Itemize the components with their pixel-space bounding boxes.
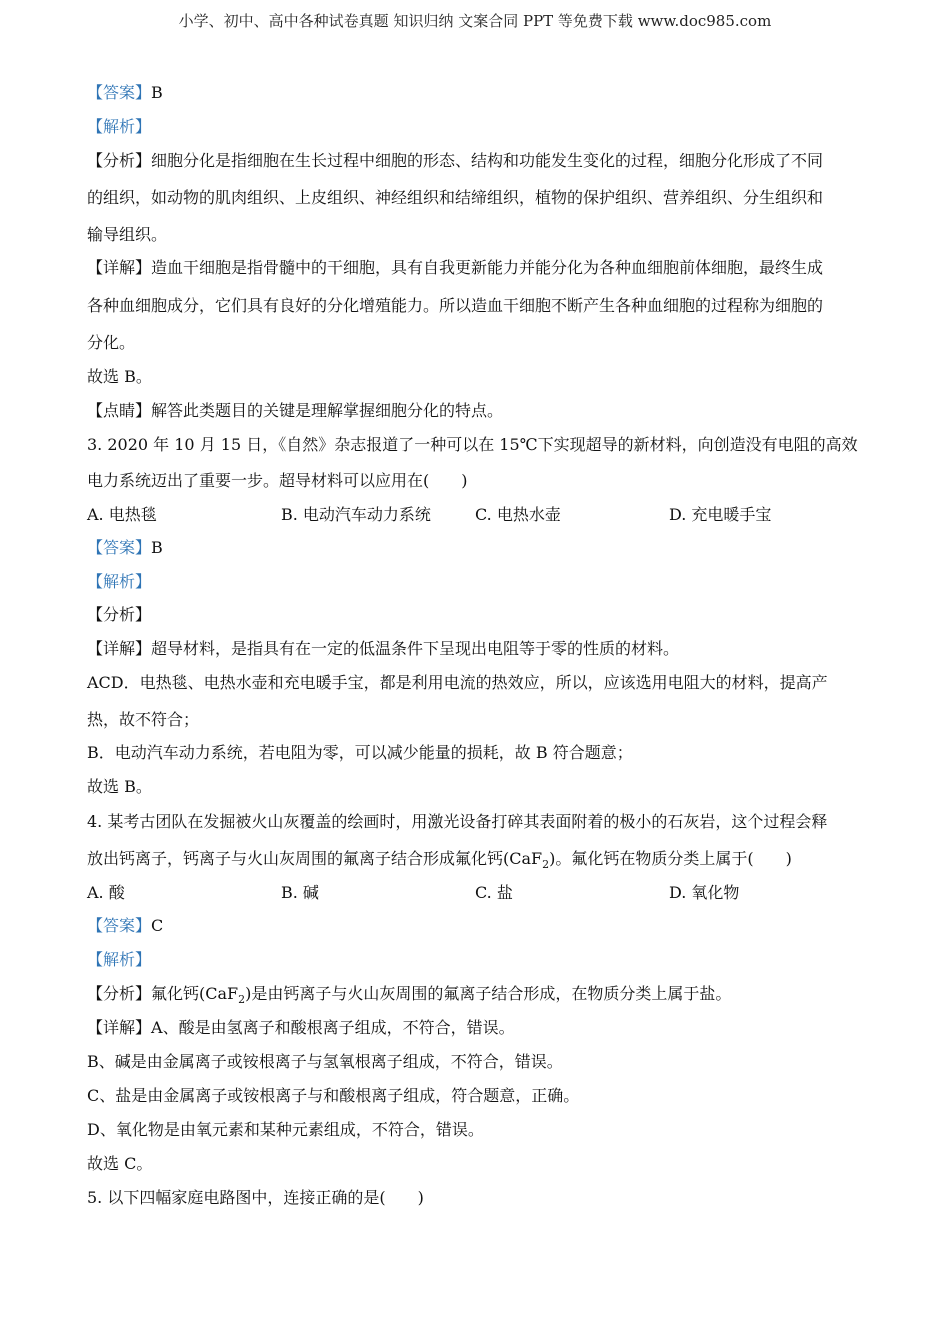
xiangjie-text: 造血干细胞是指骨髓中的干细胞，具有自我更新能力并能分化为各种血细胞前体细胞，最终生成	[151, 258, 824, 277]
q3-answer	[87, 538, 163, 558]
q3-stem-line2: 电力系统迈出了重要一步。超导材料可以应用在( )	[87, 471, 468, 490]
answer-tag: 【答案】	[87, 83, 152, 102]
q2-answer	[87, 83, 163, 103]
page-header: 小学、初中、高中各种试卷真题 知识归纳 文案合同 PPT 等免费下载 www.doc985.com	[178, 12, 772, 30]
q4-b: B、碱是由金属离子或铵根离子与氢氧根离子组成，不符合，错误。	[87, 1052, 563, 1071]
dianjing-tag: 【点睛】	[87, 401, 152, 420]
xiangjie-tag: 【详解】	[87, 258, 152, 277]
q2-analysis	[87, 117, 151, 137]
q2-fenxi-line1	[87, 151, 823, 171]
fenxi-tag: 【分析】	[87, 984, 152, 1003]
analysis-tag: 【解析】	[87, 950, 152, 969]
stem-text: )。氟化钙在物质分类上属于( )	[549, 849, 792, 868]
q2-choose: 故选 B。	[87, 367, 152, 386]
q2-xiangjie-line2: 各种血细胞成分，它们具有良好的分化增殖能力。所以造血干细胞不断产生各种血细胞的过程称为细胞的	[87, 296, 824, 315]
q3-analysis	[87, 572, 151, 592]
q2-fenxi-line3: 输导组织。	[87, 225, 168, 244]
xiangjie-text: 超导材料，是指具有在一定的低温条件下呈现出电阻等于零的性质的材料。	[151, 639, 680, 658]
answer-tag: 【答案】	[87, 916, 152, 935]
answer-value: B	[151, 538, 163, 557]
fenxi-text: 氟化钙(CaF	[151, 984, 239, 1003]
stem-text: 放出钙离子，钙离子与火山灰周围的氟离子结合形成氟化钙(CaF	[87, 849, 543, 868]
q2-xiangjie-line1	[87, 258, 823, 278]
subscript: 2	[542, 858, 550, 872]
q5-stem: 5. 以下四幅家庭电路图中，连接正确的是( )	[87, 1188, 424, 1207]
q4-xiangjie	[87, 1018, 515, 1038]
q4-analysis	[87, 950, 151, 970]
answer-value: C	[151, 916, 164, 935]
dianjing-text: 解答此类题目的关键是理解掌握细胞分化的特点。	[151, 401, 504, 420]
q3-acd-line2: 热，故不符合；	[87, 710, 200, 729]
fenxi-text: 细胞分化是指细胞在生长过程中细胞的形态、结构和功能发生变化的过程，细胞分化形成了不同	[151, 151, 824, 170]
q3-stem-line1: 3. 2020 年 10 月 15 日，《自然》杂志报道了一种可以在 15℃下实现超导的新材料，向创造没有电阻的高效	[87, 435, 858, 454]
analysis-tag: 【解析】	[87, 572, 152, 591]
q4-option-c: C. 盐	[475, 883, 513, 902]
q4-stem-line2	[87, 849, 792, 875]
q3-option-a: A. 电热毯	[87, 505, 157, 524]
q4-stem-line1: 4. 某考古团队在发掘被火山灰覆盖的绘画时，用激光设备打碎其表面附着的极小的石灰岩，这个过程会释	[87, 812, 828, 831]
q3-acd-line1: ACD．电热毯、电热水壶和充电暖手宝，都是利用电流的热效应，所以，应该选用电阻大的材料，提高产	[87, 673, 828, 692]
q3-option-d: D. 充电暖手宝	[669, 505, 772, 524]
q4-d: D、氧化物是由氧元素和某种元素组成，不符合，错误。	[87, 1120, 484, 1139]
xiangjie-tag: 【详解】	[87, 1018, 152, 1037]
subscript: 2	[238, 993, 246, 1007]
q4-option-b: B. 碱	[281, 883, 319, 902]
q3-choose: 故选 B。	[87, 777, 152, 796]
answer-tag: 【答案】	[87, 538, 152, 557]
q3-xiangjie	[87, 639, 679, 659]
q2-fenxi-line2: 的组织，如动物的肌肉组织、上皮组织、神经组织和结缔组织，植物的保护组织、营养组织、分生组织和	[87, 188, 824, 207]
q3-option-c: C. 电热水壶	[475, 505, 561, 524]
xiangjie-tag: 【详解】	[87, 639, 152, 658]
q4-option-a: A. 酸	[87, 883, 125, 902]
fenxi-text: )是由钙离子与火山灰周围的氟离子结合形成，在物质分类上属于盐。	[245, 984, 732, 1003]
q2-dianjing	[87, 401, 503, 421]
q4-c: C、盐是由金属离子或铵根离子与和酸根离子组成，符合题意，正确。	[87, 1086, 580, 1105]
fenxi-tag: 【分析】	[87, 151, 152, 170]
q2-xiangjie-line3: 分化。	[87, 333, 136, 352]
q4-choose: 故选 C。	[87, 1154, 153, 1173]
xiangjie-text: A、酸是由氢离子和酸根离子组成，不符合，错误。	[151, 1018, 515, 1037]
q3-fenxi: 【分析】	[87, 605, 152, 624]
analysis-tag: 【解析】	[87, 117, 152, 136]
q4-answer	[87, 916, 163, 936]
q3-b: B．电动汽车动力系统，若电阻为零，可以减少能量的损耗，故 B 符合题意；	[87, 743, 633, 762]
q4-option-d: D. 氧化物	[669, 883, 740, 902]
q3-option-b: B. 电动汽车动力系统	[281, 505, 431, 524]
answer-value: B	[151, 83, 163, 102]
q4-fenxi	[87, 984, 731, 1010]
